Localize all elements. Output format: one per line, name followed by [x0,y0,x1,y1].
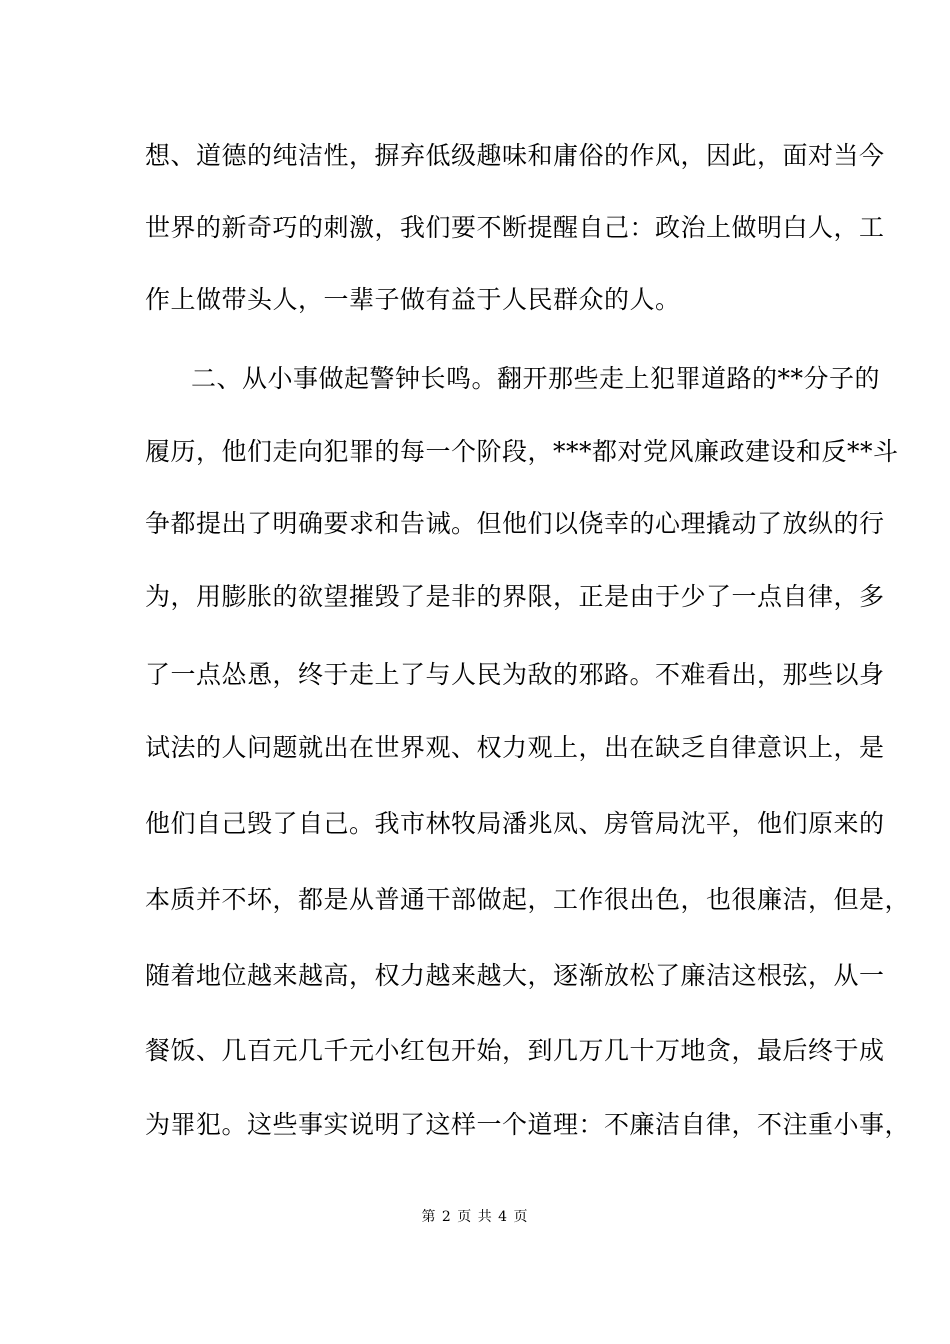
text-line: 试法的人问题就出在世界观、权力观上，出在缺乏自律意识上，是 [145,733,885,762]
text-line: 餐饭、几百元几千元小红包开始，到几万几十万地贪，最后终于成 [145,1036,885,1065]
text-line: 随着地位越来越高，权力越来越大，逐渐放松了廉洁这根弦，从一 [145,961,885,990]
text-line: 作上做带头人，一辈子做有益于人民群众的人。 [145,285,681,314]
page-number-footer: 第 2 页 共 4 页 [421,1209,529,1225]
text-line: 争都提出了明确要求和告诫。但他们以侥幸的心理撬动了放纵的行 [145,509,885,538]
text-line: 他们自己毁了自己。我市林牧局潘兆凤、房管局沈平，他们原来的 [145,809,885,838]
text-line: 世界的新奇巧的刺激，我们要不断提醒自己：政治上做明白人，工 [145,213,885,242]
paragraph-start-line: 二、从小事做起警钟长鸣。翻开那些走上犯罪道路的**分子的 [191,364,881,393]
text-line: 为，用膨胀的欲望摧毁了是非的界限，正是由于少了一点自律，多 [145,582,885,611]
text-line: 履历，他们走向犯罪的每一个阶段，***都对党风廉政建设和反**斗 [145,437,899,466]
text-line: 想、道德的纯洁性，摒弃低级趣味和庸俗的作风，因此，面对当今 [145,141,885,170]
text-line: 本质并不坏，都是从普通干部做起，工作很出色，也很廉洁，但是， [145,885,911,914]
text-line: 了一点怂恿，终于走上了与人民为敌的邪路。不难看出，那些以身 [145,660,885,689]
text-line: 为罪犯。这些事实说明了这样一个道理：不廉洁自律，不注重小事， [145,1110,911,1139]
